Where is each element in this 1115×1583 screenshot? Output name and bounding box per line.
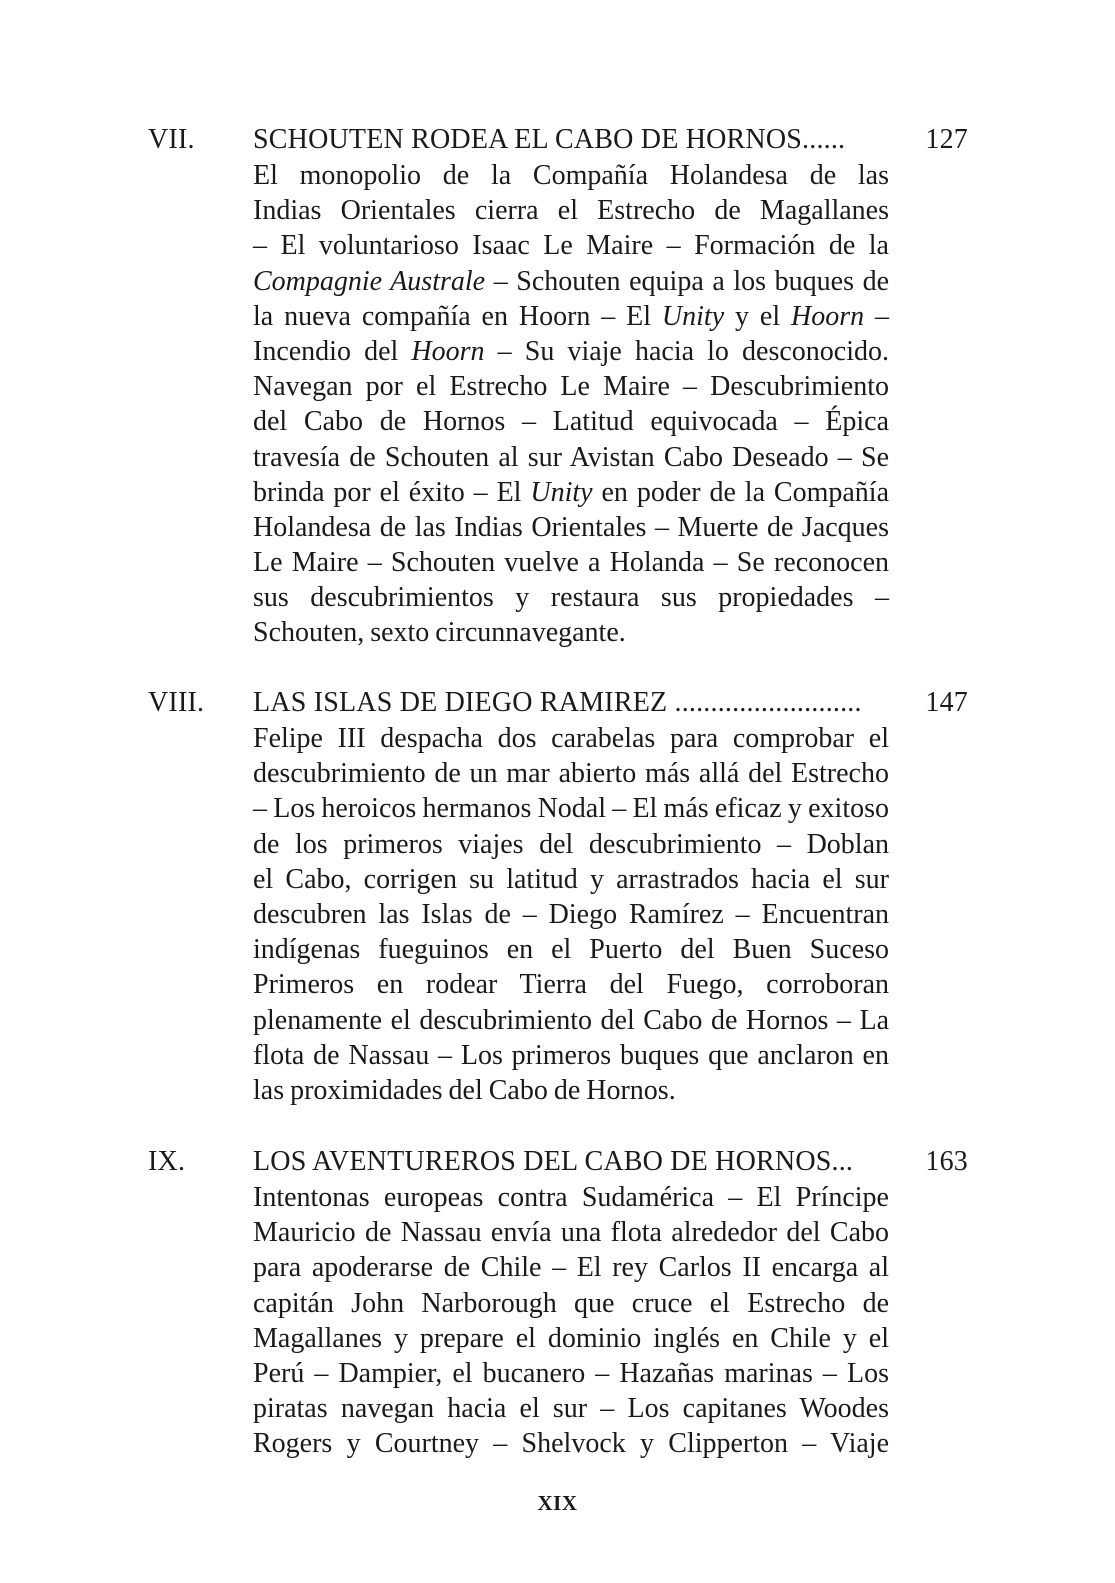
summary-line xyxy=(253,228,889,263)
text-run: Primeros en rodear Tierra del Fuego, corroboran xyxy=(253,969,889,1001)
chapter-number: VII. xyxy=(148,124,195,155)
summary-line xyxy=(253,404,889,439)
summary-line xyxy=(253,1215,889,1250)
summary-line xyxy=(253,1180,889,1215)
text-run: y el xyxy=(724,300,791,332)
italic-title-run: Unity xyxy=(661,300,725,332)
chapter-title: LAS ISLAS DE DIEGO RAMIREZ .......................... xyxy=(253,687,862,718)
text-run: Mauricio de Nassau envía una flota alrededor del Cabo xyxy=(253,1217,889,1249)
text-run: sus descubrimientos y restaura sus propiedades – xyxy=(253,582,889,614)
text-run: plenamente el descubrimiento del Cabo de Hornos – La xyxy=(253,1004,889,1036)
summary-line xyxy=(253,1250,889,1285)
summary-line xyxy=(253,756,889,791)
text-run: para apoderarse de Chile – El rey Carlos II encarga al xyxy=(253,1252,889,1284)
summary-line xyxy=(253,1003,889,1038)
chapter-heading xyxy=(0,122,1115,158)
summary-line xyxy=(253,299,889,334)
summary-line xyxy=(253,1286,889,1321)
summary-line xyxy=(253,158,889,193)
text-run: descubrimiento de un mar abierto más allá del Estrecho xyxy=(253,758,889,790)
text-run: – Schouten equipa a los buques de xyxy=(485,265,890,297)
italic-title-run: Compagnie Australe xyxy=(253,265,486,297)
summary-line xyxy=(253,1321,889,1356)
summary-line xyxy=(253,580,889,615)
summary-line xyxy=(253,440,889,475)
page-folio: XIX xyxy=(537,1491,578,1515)
summary-line xyxy=(253,1038,889,1073)
text-run: El monopolio de la Compañía Holandesa de las xyxy=(253,160,889,191)
text-run: Felipe III despacha dos carabelas para comprobar el xyxy=(253,723,889,754)
text-run: descubren las Islas de – Diego Ramírez – Encuentran xyxy=(253,898,889,930)
summary-line xyxy=(253,897,889,932)
summary-line xyxy=(253,545,889,580)
text-run: del Cabo de Hornos – Latitud equivocada – Épica xyxy=(253,406,889,438)
summary-line xyxy=(253,193,889,228)
chapter-summary xyxy=(253,158,889,651)
summary-line xyxy=(253,334,889,369)
chapter-title: LOS AVENTUREROS DEL CABO DE HORNOS... xyxy=(253,1146,854,1177)
summary-line xyxy=(253,264,889,299)
chapter-heading xyxy=(0,685,1115,721)
summary-line xyxy=(253,1073,889,1108)
text-run: las proximidades del Cabo de Hornos. xyxy=(253,1074,676,1106)
text-run: – xyxy=(864,300,890,332)
summary-line xyxy=(253,1356,889,1391)
text-run: indígenas fueguinos en el Puerto del Buen Suceso xyxy=(253,934,889,966)
text-run: – Los heroicos hermanos Nodal – El más eficaz y exitoso xyxy=(253,793,889,825)
chapter-number: VIII. xyxy=(148,687,205,718)
text-run: Incendio del xyxy=(253,335,412,367)
text-run: Navegan por el Estrecho Le Maire – Descubrimiento xyxy=(253,371,889,403)
text-run: Perú – Dampier, el bucanero – Hazañas marinas – Los xyxy=(253,1357,889,1389)
chapter-heading xyxy=(0,1144,1115,1180)
text-run: flota de Nassau – Los primeros buques que anclaron en xyxy=(253,1039,889,1071)
chapter-summary xyxy=(253,721,889,1108)
summary-line xyxy=(253,1426,889,1461)
chapter-page-number: 147 xyxy=(925,687,968,718)
chapter-summary xyxy=(253,1180,889,1462)
chapter-number: IX. xyxy=(148,1146,186,1177)
chapter-entry-ix xyxy=(0,1144,1115,1460)
italic-title-run: Hoorn xyxy=(411,335,485,367)
text-run: piratas navegan hacia el sur – Los capitanes Woodes xyxy=(253,1393,889,1425)
summary-line xyxy=(253,967,889,1002)
text-run: – El voluntarioso Isaac Le Maire – Formación de la xyxy=(253,230,889,262)
chapter-page-number: 127 xyxy=(925,124,968,155)
summary-line xyxy=(253,721,889,756)
text-run: Intentonas europeas contra Sudamérica – El Príncipe xyxy=(253,1182,889,1213)
chapter-page-number: 163 xyxy=(925,1146,968,1177)
text-run: Holandesa de las Indias Orientales – Muerte de Jacques xyxy=(253,511,889,543)
text-run: brinda por el éxito – El xyxy=(253,476,531,508)
chapter-entry-vii xyxy=(0,122,1115,649)
text-run: Le Maire – Schouten vuelve a Holanda – Se reconocen xyxy=(253,547,889,579)
text-run: Indias Orientales cierra el Estrecho de Magallanes xyxy=(253,195,889,227)
text-run: capitán John Narborough que cruce el Estrecho de xyxy=(253,1287,889,1319)
text-run: el Cabo, corrigen su latitud y arrastrados hacia el sur xyxy=(253,863,889,895)
italic-title-run: Hoorn xyxy=(791,300,865,332)
summary-line xyxy=(253,827,889,862)
chapter-entry-viii xyxy=(0,685,1115,1106)
text-run: Magallanes y prepare el dominio inglés en Chile y el xyxy=(253,1322,889,1354)
summary-line xyxy=(253,862,889,897)
text-run: en poder de la Compañía xyxy=(592,476,889,508)
summary-line xyxy=(253,369,889,404)
summary-line xyxy=(253,475,889,510)
text-run: travesía de Schouten al sur Avistan Cabo Deseado – Se xyxy=(253,441,889,473)
summary-line xyxy=(253,510,889,545)
summary-line xyxy=(253,932,889,967)
text-run: Schouten, sexto circunnavegante. xyxy=(253,617,626,649)
summary-line xyxy=(253,1391,889,1426)
text-run: Rogers y Courtney – Shelvock y Clipperton – Viaje xyxy=(253,1428,889,1460)
text-run: de los primeros viajes del descubrimiento – Doblan xyxy=(253,828,889,860)
summary-line xyxy=(253,615,889,650)
text-run: la nueva compañía en Hoorn – El xyxy=(253,300,662,332)
chapter-title: SCHOUTEN RODEA EL CABO DE HORNOS...... xyxy=(253,124,846,155)
italic-title-run: Unity xyxy=(530,476,593,508)
text-run: – Su viaje hacia lo desconocido. xyxy=(484,335,889,367)
summary-line xyxy=(253,791,889,826)
